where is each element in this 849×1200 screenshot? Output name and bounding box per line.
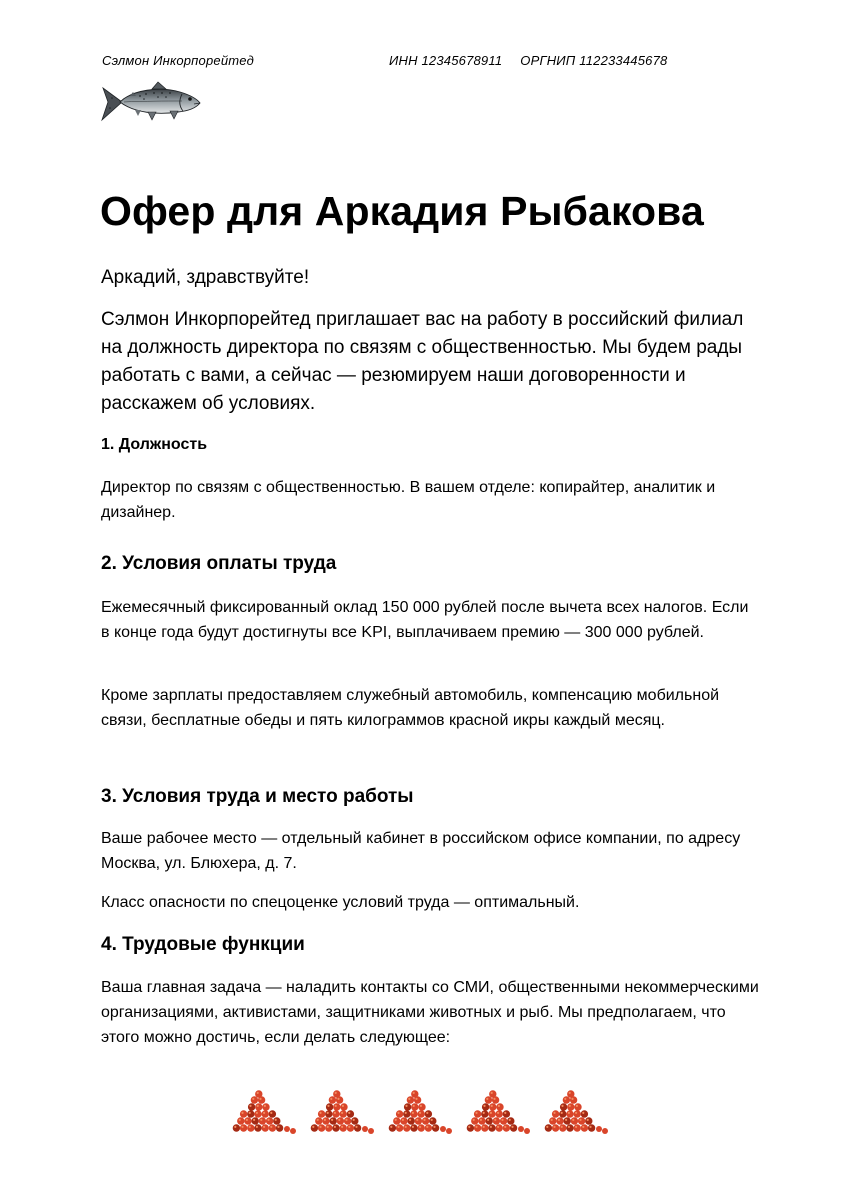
company-name: Сэлмон Инкорпорейтед xyxy=(102,53,254,68)
greeting: Аркадий, здравствуйте! xyxy=(101,267,310,288)
salmon-fish-icon xyxy=(100,80,202,126)
ogrnip-number: ОРГНИП 112233445678 xyxy=(520,53,668,68)
caviar-pile-icon xyxy=(389,1090,452,1134)
company-registration-ids xyxy=(389,53,667,68)
section-3-paragraph-1: Ваше рабочее место — отдельный кабинет в российском офисе компании, по адресу Москва, ул. Блюхера, д. 7. xyxy=(101,830,741,872)
page-title: Офер для Аркадия Рыбакова xyxy=(100,188,704,234)
section-3-heading: 3. Условия труда и место работы xyxy=(101,786,414,807)
caviar-pile-icon xyxy=(467,1090,530,1134)
caviar-pile-icon xyxy=(233,1090,296,1134)
section-2-heading: 2. Условия оплаты труда xyxy=(101,553,337,574)
section-1-paragraph-1: Директор по связям с общественностью. В вашем отделе: копирайтер, аналитик и дизайнер. xyxy=(101,479,716,521)
inn-number: ИНН 12345678911 xyxy=(389,53,503,68)
section-4-paragraph-1: Ваша главная задача — наладить контакты со СМИ, общественными некоммерческими организациями, активистами, защитниками животных и рыб. Мы предполагаем, что этого можно достичь, если делать следующее: xyxy=(101,979,759,1046)
caviar-decoration xyxy=(228,1088,628,1138)
section-2-paragraph-2: Кроме зарплаты предоставляем служебный автомобиль, компенсацию мобильной связи, бесплатные обеды и пять килограммов красной икры каждый месяц. xyxy=(101,687,720,729)
section-3-paragraph-2: Класс опасности по спецоценке условий труда — оптимальный. xyxy=(101,894,580,911)
section-1-heading: 1. Должность xyxy=(101,436,208,453)
caviar-pile-icon xyxy=(545,1090,608,1134)
section-4-heading: 4. Трудовые функции xyxy=(101,934,305,955)
section-2-paragraph-1: Ежемесячный фиксированный оклад 150 000 рублей после вычета всех налогов. Если в конце года будут достигнуты все KPI, выплачиваем премию — 300 000 рублей. xyxy=(101,599,749,641)
intro-paragraph: Сэлмон Инкорпорейтед приглашает вас на работу в российский филиал на должность директора по связям с общественностью. Мы будем рады работать с вами, а сейчас — резюмируем наши договоренности и расскажем об условиях. xyxy=(101,309,744,414)
caviar-pile-icon xyxy=(311,1090,374,1134)
